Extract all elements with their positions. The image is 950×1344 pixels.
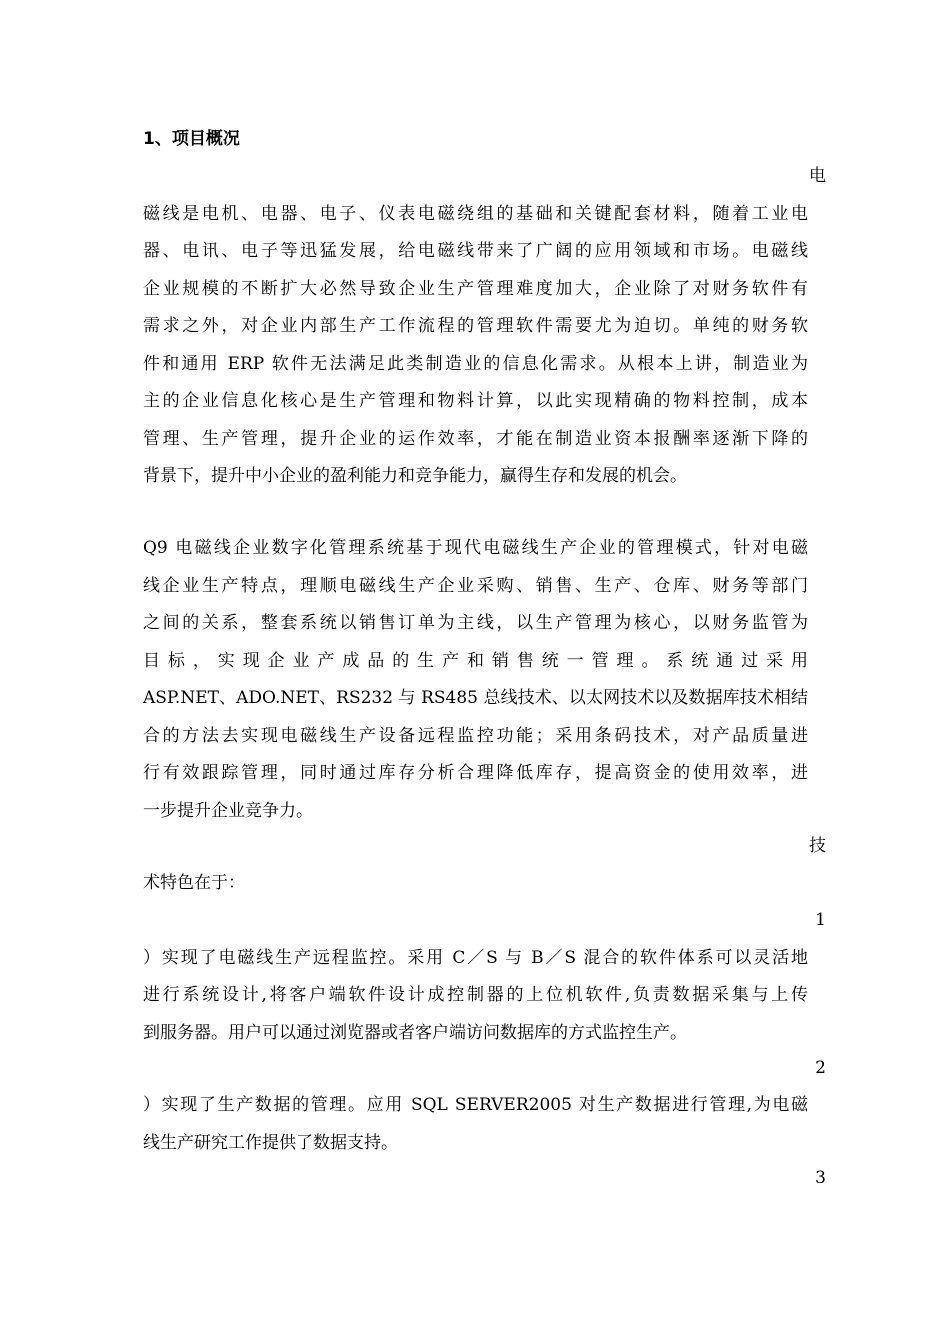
- paragraph-2-line: 线企业生产特点，理顺电磁线生产企业采购、销售、生产、仓库、财务等部门: [143, 576, 808, 596]
- list-item-1-line: 进行系统设计,将客户端软件设计成控制器的上位机软件,负责数据采集与上传: [143, 985, 808, 1005]
- paragraph-2-line: 一步提升企业竞争力。: [143, 801, 313, 821]
- section-heading: 1、项目概况: [143, 129, 240, 149]
- paragraph-1-line: 磁线是电机、电器、电子、仪表电磁绕组的基础和关键配套材料，随着工业电: [143, 204, 808, 224]
- list-item-2-number: 2: [815, 1058, 826, 1078]
- list-item-1-line: 到服务器。用户可以通过浏览器或者客户端访问数据库的方式监控生产。: [143, 1023, 687, 1043]
- paragraph-1-line: 企业规模的不断扩大必然导致企业生产管理难度加大，企业除了对财务软件有: [143, 279, 808, 299]
- paragraph-2-line: 之间的关系，整套系统以销售订单为主线，以生产管理为核心，以财务监管为: [143, 613, 808, 633]
- paragraph-1-line: 管理、生产管理，提升企业的运作效率，才能在制造业资本报酬率逐渐下降的: [143, 429, 808, 449]
- paragraph-3-lead-char: 技: [809, 836, 826, 856]
- paragraph-2-line: 合的方法去实现电磁线生产设备远程监控功能；采用条码技术，对产品质量进: [143, 726, 808, 746]
- paragraph-1-lead-char: 电: [809, 166, 826, 186]
- paragraph-1-line: 背景下，提升中小企业的盈利能力和竞争能力，赢得生存和发展的机会。: [143, 466, 687, 486]
- list-item-1-line: ）实现了电磁线生产远程监控。采用 C／S 与 B／S 混合的软件体系可以灵活地: [143, 948, 808, 968]
- list-item-1-number: 1: [815, 910, 826, 930]
- list-item-2-line: ）实现了生产数据的管理。应用 SQL SERVER2005 对生产数据进行管理,为电磁: [143, 1095, 808, 1115]
- paragraph-1-line: 主的企业信息化核心是生产管理和物料计算，以此实现精确的物料控制，成本: [143, 391, 808, 411]
- paragraph-2-line: Q9 电磁线企业数字化管理系统基于现代电磁线生产企业的管理模式，针对电磁: [143, 538, 808, 558]
- paragraph-1-line: 器、电讯、电子等迅猛发展，给电磁线带来了广阔的应用领域和市场。电磁线: [143, 241, 808, 261]
- list-item-2-line: 线生产研究工作提供了数据支持。: [143, 1133, 398, 1153]
- paragraph-1-line: 件和通用 ERP 软件无法满足此类制造业的信息化需求。从根本上讲，制造业为: [143, 354, 808, 374]
- paragraph-3-line: 术特色在于：: [143, 873, 245, 893]
- paragraph-2-line: 行有效跟踪管理，同时通过库存分析合理降低库存，提高资金的使用效率，进: [143, 763, 808, 783]
- list-item-3-number: 3: [815, 1168, 826, 1188]
- paragraph-2-line: 目 标 ， 实 现 企 业 产 成 品 的 生 产 和 销 售 统 一 管 理 。 系 统 通 过 采 用: [143, 651, 808, 671]
- paragraph-1-line: 需求之外，对企业内部生产工作流程的管理软件需要尤为迫切。单纯的财务软: [143, 316, 808, 336]
- paragraph-2-line: ASP.NET、ADO.NET、RS232 与 RS485 总线技术、以太网技术以及数据库技术相结: [143, 688, 808, 708]
